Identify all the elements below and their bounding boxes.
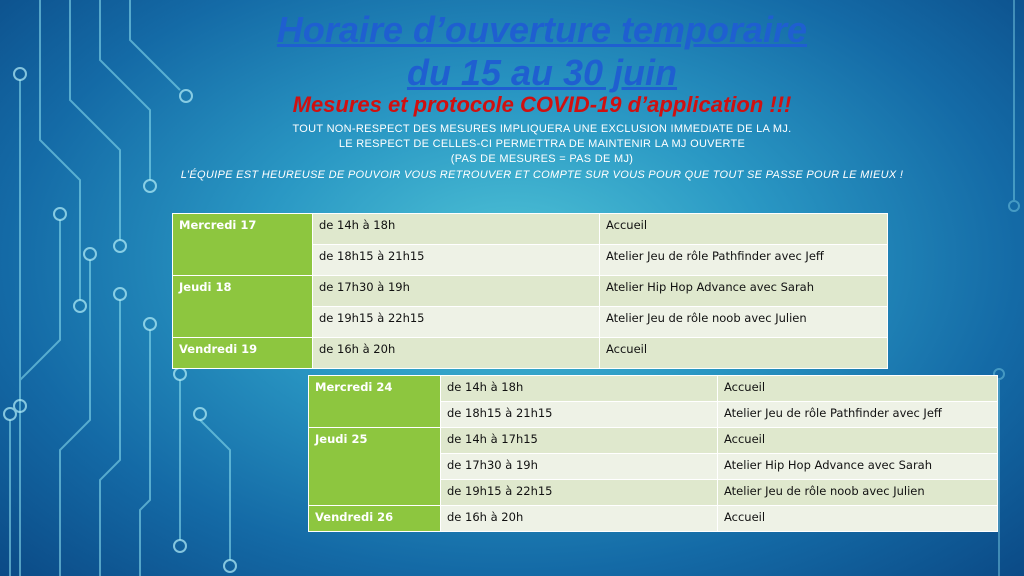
table-row [309,376,998,402]
time-cell: de 17h30 à 19h [313,276,600,307]
time-cell: de 17h30 à 19h [441,454,718,480]
time-cell: de 18h15 à 21h15 [313,245,600,276]
activity-cell: Accueil [718,428,998,454]
table-row [309,428,998,454]
day-cell: Mercredi 24 [309,376,441,428]
time-cell: de 18h15 à 21h15 [441,402,718,428]
day-cell: Jeudi 25 [309,428,441,506]
page-title-line1: Horaire d’ouverture temporaire [276,9,808,50]
day-cell: Mercredi 17 [173,214,313,276]
time-cell: de 19h15 à 22h15 [313,307,600,338]
activity-cell: Atelier Jeu de rôle noob avec Julien [718,480,998,506]
day-cell: Vendredi 26 [309,506,441,532]
schedule-table-week-2 [308,375,998,532]
table-row [173,276,888,307]
time-cell: de 14h à 17h15 [441,428,718,454]
day-cell: Vendredi 19 [173,338,313,369]
activity-cell: Atelier Hip Hop Advance avec Sarah [718,454,998,480]
activity-cell: Accueil [600,338,888,369]
notice-line-2: LE RESPECT DE CELLES-CI PERMETTRA DE MAINTENIR LA MJ OUVERTE [338,138,746,150]
activity-cell: Accueil [718,376,998,402]
notice-line-1: TOUT NON-RESPECT DES MESURES IMPLIQUERA UNE EXCLUSION IMMEDIATE DE LA MJ. [292,123,792,135]
time-cell: de 16h à 20h [313,338,600,369]
activity-cell: Accueil [600,214,888,245]
activity-cell: Atelier Jeu de rôle noob avec Julien [600,307,888,338]
table-row [173,338,888,369]
page-title-line2: du 15 au 30 juin [406,52,678,93]
schedule-table-week-1 [172,213,888,369]
time-cell: de 19h15 à 22h15 [441,480,718,506]
activity-cell: Accueil [718,506,998,532]
day-cell: Jeudi 18 [173,276,313,338]
activity-cell: Atelier Jeu de rôle Pathfinder avec Jeff [600,245,888,276]
table-row [173,214,888,245]
notice-line-3: (PAS DE MESURES = PAS DE MJ) [450,153,634,165]
covid-subtitle: Mesures et protocole COVID-19 d’application !!! [292,92,792,117]
time-cell: de 14h à 18h [441,376,718,402]
activity-cell: Atelier Hip Hop Advance avec Sarah [600,276,888,307]
time-cell: de 14h à 18h [313,214,600,245]
notice-line-4: L’ÉQUIPE EST HEUREUSE DE POUVOIR VOUS RETROUVER ET COMPTE SUR VOUS POUR QUE TOUT SE PASSE POUR LE MIEUX ! [180,169,904,181]
table-row [309,506,998,532]
time-cell: de 16h à 20h [441,506,718,532]
activity-cell: Atelier Jeu de rôle Pathfinder avec Jeff [718,402,998,428]
